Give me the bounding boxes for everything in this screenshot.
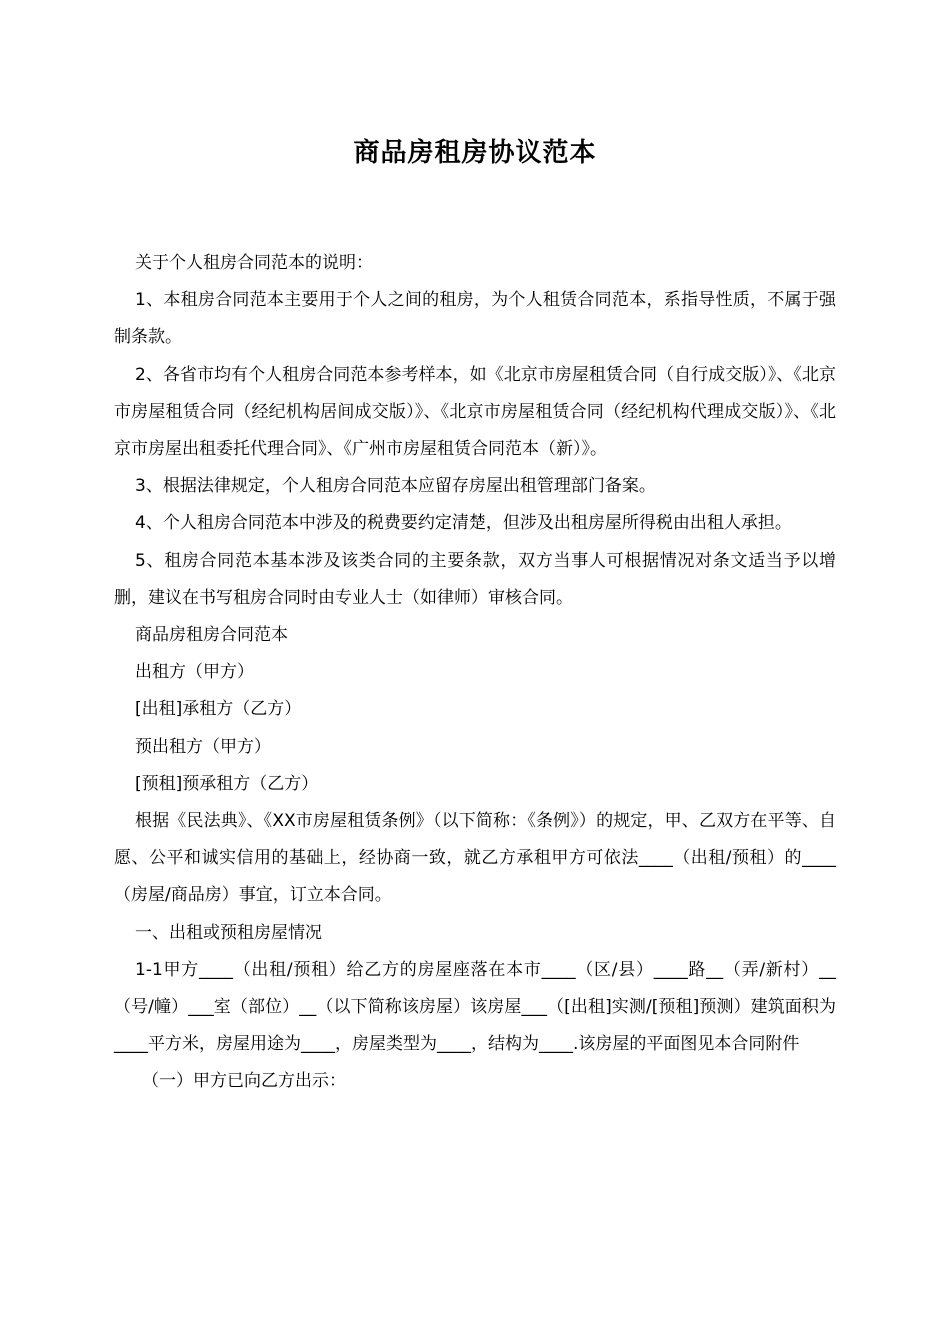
note-2: 2、各省市均有个人租房合同范本参考样本，如《北京市房屋租赁合同（自行成交版）》、《北京市房屋租赁合同（经纪机构居间成交版）》、《北京市房屋租赁合同（经纪机构代理成交版）》、《北京市房屋出租委托代理合同》、《广州市房屋租赁合同范本（新）》。 bbox=[114, 364, 836, 460]
note-4: 4、个人租房合同范本中涉及的税费要约定清楚，但涉及出租房屋所得税由出租人承担。 bbox=[135, 513, 792, 534]
party-pre-lessor: 预出租方（甲方） bbox=[135, 736, 271, 757]
contract-heading: 商品房租房合同范本 bbox=[135, 625, 288, 646]
note-1: 1、本租房合同范本主要用于个人之间的租房，为个人租赁合同范本，系指导性质，不属于强制条款。 bbox=[114, 290, 836, 348]
clause-1-1: 1-1甲方____（出租/预租）给乙方的房屋座落在本市____（区/县）____路__（弄/新村）__（号/幢）___室（部位）__（以下简称该房屋）该房屋___（[出租]实测/[预租]预测）建筑面积为____平方米，房屋用途为____，房屋类型为____，结构为____.该房屋的平面图见本合同附件 bbox=[114, 959, 836, 1055]
contract-preamble: 根据《民法典》、《XX市房屋租赁条例》（以下简称：《条例》）的规定，甲、乙双方在平等、自愿、公平和诚实信用的基础上，经协商一致，就乙方承租甲方可依法____（出租/预租）的____（房屋/商品房）事宜，订立本合同。 bbox=[114, 811, 836, 906]
note-5: 5、租房合同范本基本涉及该类合同的主要条款，双方当事人可根据情况对条文适当予以增删，建议在书写租房合同时由专业人士（如律师）审核合同。 bbox=[114, 550, 836, 608]
intro-heading: 关于个人租房合同范本的说明： bbox=[135, 253, 373, 273]
party-pre-lessee: [预租]预承租方（乙方） bbox=[135, 773, 319, 794]
section-1-heading: 一、出租或预租房屋情况 bbox=[135, 922, 322, 943]
note-3: 3、根据法律规定，个人租房合同范本应留存房屋出租管理部门备案。 bbox=[135, 476, 656, 497]
sub-clause-1: （一）甲方已向乙方出示： bbox=[142, 1071, 346, 1092]
party-lessee: [出租]承租方（乙方） bbox=[135, 699, 302, 720]
document-body bbox=[114, 245, 836, 1101]
document-title: 商品房租房协议范本 bbox=[353, 138, 597, 168]
party-lessor: 出租方（甲方） bbox=[135, 662, 254, 683]
